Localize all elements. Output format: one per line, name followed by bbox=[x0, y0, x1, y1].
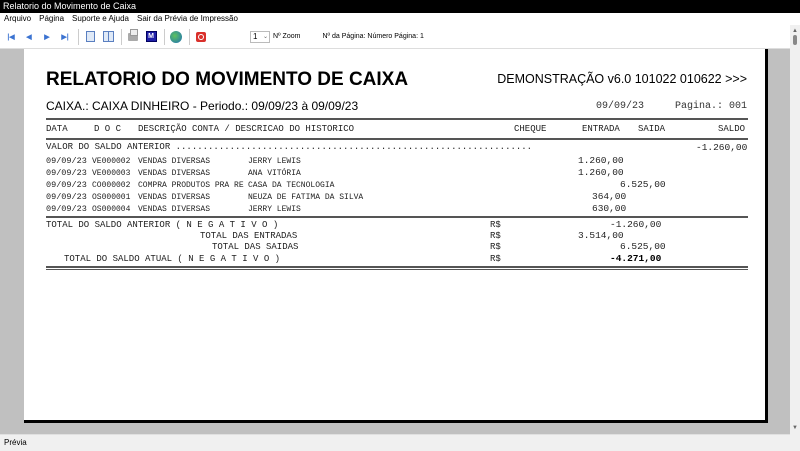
menu-pagina[interactable]: Página bbox=[39, 14, 65, 23]
col-data: DATA bbox=[46, 124, 68, 134]
globe-icon bbox=[170, 31, 182, 43]
single-page-button[interactable] bbox=[83, 30, 97, 44]
col-saida: SAIDA bbox=[638, 124, 666, 134]
toolbar-separator bbox=[78, 29, 79, 45]
report-title: RELATORIO DO MOVIMENTO DE CAIXA bbox=[46, 69, 409, 90]
row-historico: CASA DA TECNOLOGIA bbox=[248, 181, 335, 190]
page-number-label: Nº da Página: Número Página: 1 bbox=[322, 33, 424, 40]
first-page-button[interactable] bbox=[4, 30, 18, 44]
preview-viewport bbox=[0, 49, 790, 434]
status-bar bbox=[0, 434, 790, 450]
col-entrada: ENTRADA bbox=[582, 124, 620, 134]
row-conta: VENDAS DIVERSAS bbox=[138, 193, 211, 202]
row-date: 09/09/23 bbox=[46, 180, 87, 190]
prev-page-button[interactable] bbox=[22, 30, 36, 44]
row-conta: VENDAS DIVERSAS bbox=[138, 169, 211, 178]
row-doc: OS000001 bbox=[92, 193, 131, 202]
double-divider bbox=[46, 266, 748, 270]
row-entrada: 630,00 bbox=[592, 203, 627, 214]
last-page-icon: ▶| bbox=[61, 33, 69, 41]
two-pages-button[interactable] bbox=[101, 30, 115, 44]
print-setup-icon: M bbox=[146, 31, 157, 42]
caixa-period: CAIXA.: CAIXA DINHEIRO - Periodo.: 09/09/23 à 09/09/23 bbox=[46, 99, 359, 113]
row-conta: COMPRA PRODUTOS PRA RE bbox=[138, 181, 244, 190]
vertical-scrollbar[interactable] bbox=[790, 25, 800, 434]
row-entrada: 1.260,00 bbox=[578, 155, 624, 166]
chevron-down-icon: ⌄ bbox=[262, 33, 268, 40]
menu-bar bbox=[0, 13, 800, 25]
last-page-button[interactable] bbox=[58, 30, 72, 44]
row-doc: OS000004 bbox=[92, 205, 131, 214]
divider bbox=[46, 118, 748, 120]
scroll-thumb[interactable] bbox=[793, 35, 797, 45]
scroll-down-icon[interactable]: ▼ bbox=[792, 425, 798, 431]
total-saidas-label: TOTAL DAS SAIDAS bbox=[212, 242, 299, 252]
row-entrada: 364,00 bbox=[592, 191, 627, 202]
status-text: Prévia bbox=[4, 438, 27, 447]
row-historico: JERRY LEWIS bbox=[248, 157, 301, 166]
total-saldo-atual-label: TOTAL DO SALDO ATUAL ( N E G A T I V O ) bbox=[64, 254, 281, 264]
first-page-icon: |◀ bbox=[7, 33, 15, 41]
total-saldo-atual-value: -4.271,00 bbox=[610, 253, 662, 264]
row-saida: 6.525,00 bbox=[620, 179, 666, 190]
menu-suporte[interactable]: Suporte e Ajuda bbox=[72, 14, 129, 23]
toolbar-separator bbox=[121, 29, 122, 45]
next-page-button[interactable] bbox=[40, 30, 54, 44]
two-pages-icon bbox=[103, 31, 114, 42]
menu-arquivo[interactable]: Arquivo bbox=[4, 14, 32, 23]
divider bbox=[46, 138, 748, 140]
row-historico: ANA VITÓRIA bbox=[248, 169, 301, 178]
single-page-icon bbox=[86, 31, 95, 42]
toolbar bbox=[0, 25, 790, 49]
scroll-up-icon[interactable]: ▲ bbox=[792, 28, 798, 34]
row-date: 09/09/23 bbox=[46, 156, 87, 166]
printer-icon bbox=[128, 33, 138, 41]
row-historico: NEUZA DE FATIMA DA SILVA bbox=[248, 193, 364, 202]
report-page-number: Pagina.: 001 bbox=[674, 101, 747, 112]
row-historico: JERRY LEWIS bbox=[248, 205, 301, 214]
close-preview-button[interactable] bbox=[194, 30, 208, 44]
row-conta: VENDAS DIVERSAS bbox=[138, 205, 211, 214]
export-button[interactable] bbox=[169, 30, 183, 44]
arrow-left-icon: ◀ bbox=[26, 33, 32, 41]
row-doc: VE000002 bbox=[92, 157, 131, 166]
col-doc: D O C bbox=[94, 124, 122, 134]
report-page bbox=[24, 49, 768, 423]
window-title: Relatorio do Movimento de Caixa bbox=[3, 1, 137, 11]
saldo-anterior-label: VALOR DO SALDO ANTERIOR .................................................................. bbox=[46, 142, 533, 152]
toolbar-separator bbox=[189, 29, 190, 45]
total-saidas-value: 6.525,00 bbox=[620, 241, 666, 252]
currency-label: R$ bbox=[490, 231, 501, 241]
row-date: 09/09/23 bbox=[46, 204, 87, 214]
row-doc: VE000003 bbox=[92, 169, 131, 178]
zoom-select[interactable] bbox=[250, 31, 270, 43]
total-entradas-label: TOTAL DAS ENTRADAS bbox=[200, 231, 298, 241]
col-saldo: SALDO bbox=[718, 124, 746, 134]
row-date: 09/09/23 bbox=[46, 192, 87, 202]
currency-label: R$ bbox=[490, 220, 501, 230]
window-title-bar bbox=[0, 0, 800, 13]
col-cheque: CHEQUE bbox=[514, 124, 547, 134]
total-saldo-anterior-value: -1.260,00 bbox=[610, 219, 662, 230]
zoom-label: Nº Zoom bbox=[273, 33, 301, 40]
divider bbox=[46, 216, 748, 218]
print-setup-button[interactable] bbox=[144, 30, 158, 44]
demo-version: DEMONSTRAÇÃO v6.0 101022 010622 >>> bbox=[497, 72, 747, 86]
menu-sair-previa[interactable]: Sair da Prévia de Impressão bbox=[136, 14, 238, 23]
power-icon bbox=[196, 32, 206, 42]
arrow-right-icon: ▶ bbox=[44, 33, 50, 41]
toolbar-separator bbox=[164, 29, 165, 45]
report-date: 09/09/23 bbox=[596, 101, 645, 112]
saldo-anterior-value: -1.260,00 bbox=[696, 142, 748, 153]
currency-label: R$ bbox=[490, 242, 501, 252]
print-button[interactable] bbox=[126, 30, 140, 44]
row-doc: CO000002 bbox=[92, 181, 131, 190]
row-entrada: 1.260,00 bbox=[578, 167, 624, 178]
currency-label: R$ bbox=[490, 254, 501, 264]
col-descricao: DESCRIÇÃO CONTA / DESCRICAO DO HISTORICO bbox=[138, 124, 355, 134]
total-saldo-anterior-label: TOTAL DO SALDO ANTERIOR ( N E G A T I V O ) bbox=[46, 220, 279, 230]
total-entradas-value: 3.514,00 bbox=[578, 230, 624, 241]
row-conta: VENDAS DIVERSAS bbox=[138, 157, 211, 166]
row-date: 09/09/23 bbox=[46, 168, 87, 178]
zoom-value: 1 bbox=[253, 31, 258, 41]
